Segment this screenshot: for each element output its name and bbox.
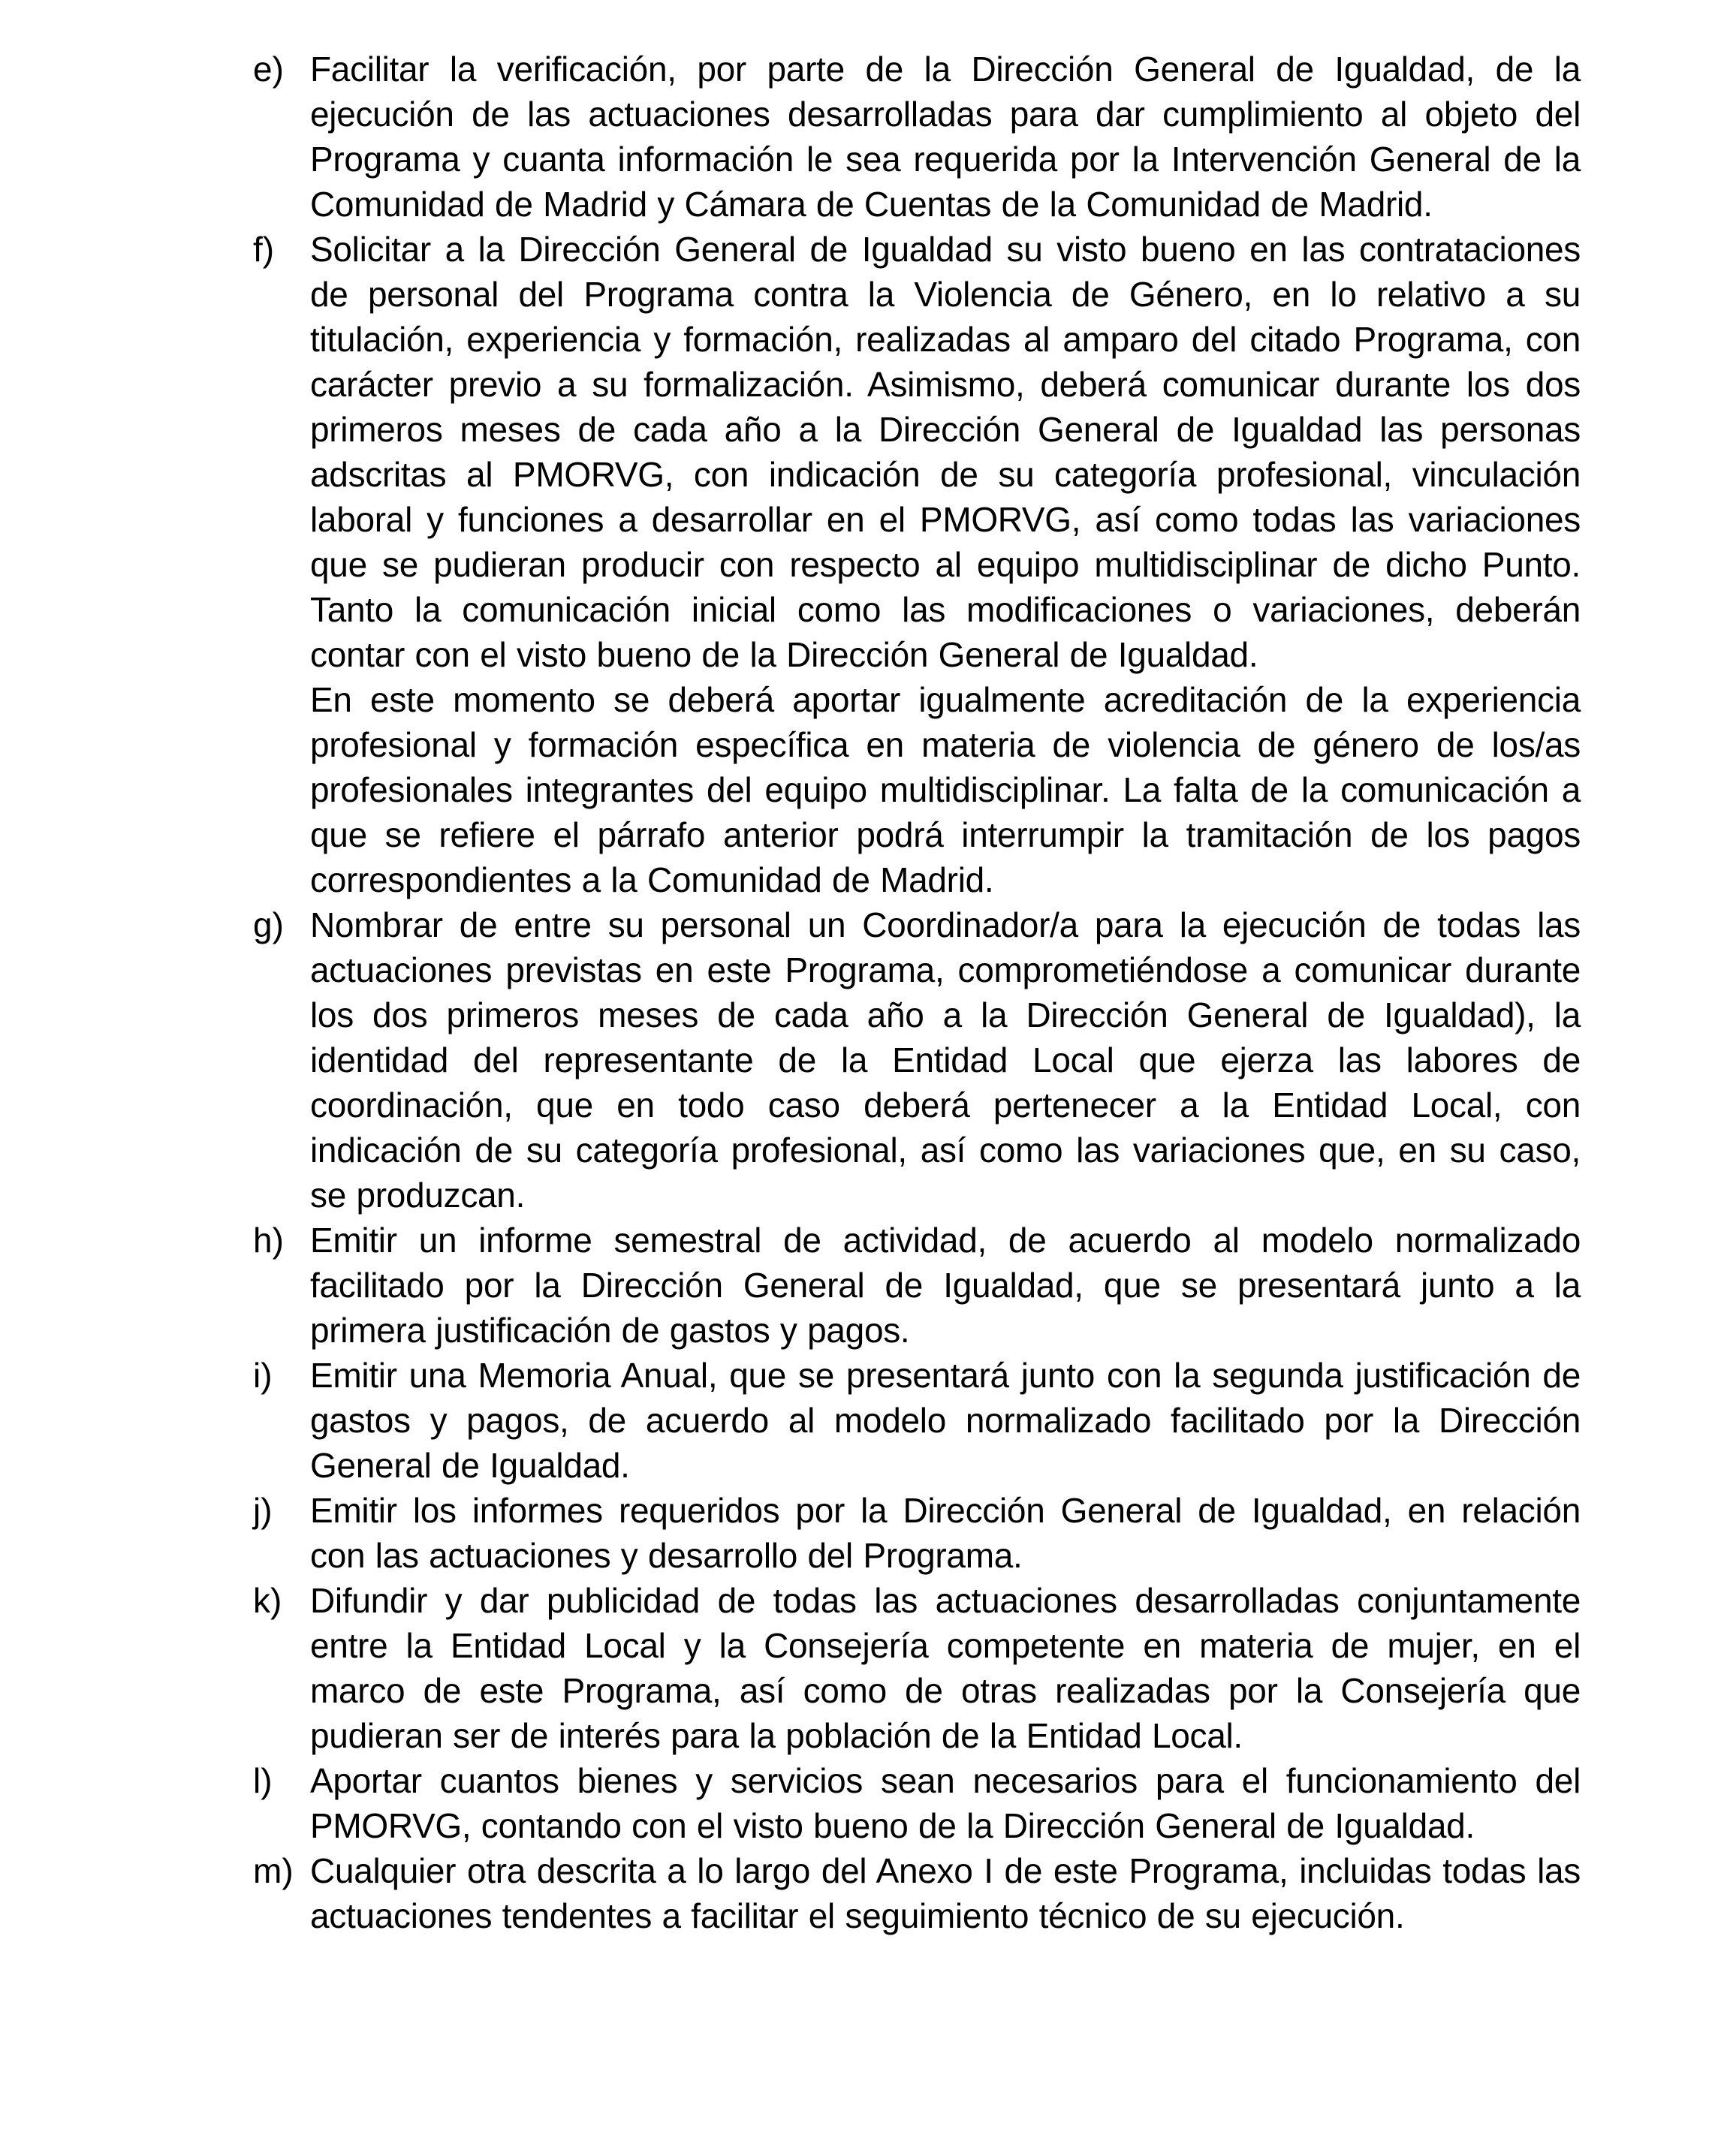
list-item xyxy=(253,1353,1581,1488)
item-text xyxy=(310,1848,1581,1938)
paragraph: Solicitar a la Dirección General de Igualdad su visto bueno en las contrataciones de personal del Programa contra la Violencia de Género, en lo relativo a su titulación, experiencia y formación, realizadas al amparo del citado Programa, con carácter previo a su formalización. Asimismo, deberá comunicar durante los dos primeros meses de cada año a la Dirección General de Igualdad las personas adscritas al PMORVG, con indicación de su categoría profesional, vinculación laboral y funciones a desarrollar en el PMORVG, así como todas las variaciones que se pudieran producir con respecto al equipo multidisciplinar de dicho Punto. Tanto la comunicación inicial como las modificaciones o variaciones, deberán contar con el visto bueno de la Dirección General de Igualdad. xyxy=(310,230,1581,674)
paragraph: Cualquier otra descrita a lo largo del Anexo I de este Programa, incluidas todas las actuaciones tendentes a facilitar el seguimiento técnico de su ejecución. xyxy=(310,1851,1581,1935)
paragraph: Facilitar la verificación, por parte de la Dirección General de Igualdad, de la ejecución de las actuaciones desarrolladas para dar cumplimiento al objeto del Programa y cuanta información le sea requerida por la Intervención General de la Comunidad de Madrid y Cámara de Cuentas de la Comunidad de Madrid. xyxy=(310,50,1581,224)
item-text xyxy=(310,1218,1581,1353)
paragraph: Emitir los informes requeridos por la Dirección General de Igualdad, en relación con las actuaciones y desarrollo del Programa. xyxy=(310,1491,1581,1575)
paragraph: En este momento se deberá aportar igualmente acreditación de la experiencia profesional y formación específica en materia de violencia de género de los/as profesionales integrantes del equipo multidisciplinar. La falta de la comunicación a que se refiere el párrafo anterior podrá interrumpir la tramitación de los pagos correspondientes a la Comunidad de Madrid. xyxy=(310,680,1581,899)
item-letter: l) xyxy=(253,1761,273,1800)
item-letter: j) xyxy=(253,1491,273,1530)
list-item xyxy=(253,1758,1581,1848)
paragraph: Emitir un informe semestral de actividad, de acuerdo al modelo normalizado facilitado por la Dirección General de Igualdad, que se presentará junto a la primera justificación de gastos y pagos. xyxy=(310,1221,1581,1350)
list-item xyxy=(253,1218,1581,1353)
item-letter: e) xyxy=(253,50,284,89)
item-text xyxy=(310,902,1581,1218)
item-text xyxy=(310,1353,1581,1488)
list-item xyxy=(253,902,1581,1218)
paragraph: Nombrar de entre su personal un Coordinador/a para la ejecución de todas las actuaciones previstas en este Programa, comprometiéndose a comunicar durante los dos primeros meses de cada año a la Dirección General de Igualdad), la identidad del representante de la Entidad Local que ejerza las labores de coordinación, que en todo caso deberá pertenecer a la Entidad Local, con indicación de su categoría profesional, así como las variaciones que, en su caso, se produzcan. xyxy=(310,905,1581,1215)
item-text xyxy=(310,1488,1581,1578)
paragraph: Aportar cuantos bienes y servicios sean necesarios para el funcionamiento del PMORVG, contando con el visto bueno de la Dirección General de Igualdad. xyxy=(310,1761,1581,1845)
paragraph: Difundir y dar publicidad de todas las actuaciones desarrolladas conjuntamente entre la Entidad Local y la Consejería competente en materia de mujer, en el marco de este Programa, así como de otras realizadas por la Consejería que pudieran ser de interés para la población de la Entidad Local. xyxy=(310,1581,1581,1755)
document-body xyxy=(253,47,1581,1938)
obligation-list xyxy=(253,47,1581,1938)
item-letter: i) xyxy=(253,1356,273,1395)
list-item xyxy=(253,227,1581,902)
list-item xyxy=(253,47,1581,227)
item-text xyxy=(310,227,1581,902)
list-item xyxy=(253,1578,1581,1758)
item-letter: k) xyxy=(253,1581,282,1620)
item-letter: m) xyxy=(253,1851,294,1890)
list-item xyxy=(253,1488,1581,1578)
item-letter: g) xyxy=(253,905,284,944)
item-letter: f) xyxy=(253,230,275,269)
list-item xyxy=(253,1848,1581,1938)
item-letter: h) xyxy=(253,1221,284,1260)
paragraph: Emitir una Memoria Anual, que se presentará junto con la segunda justificación de gastos y pagos, de acuerdo al modelo normalizado facilitado por la Dirección General de Igualdad. xyxy=(310,1356,1581,1485)
item-text xyxy=(310,1758,1581,1848)
item-text xyxy=(310,1578,1581,1758)
item-text xyxy=(310,47,1581,227)
